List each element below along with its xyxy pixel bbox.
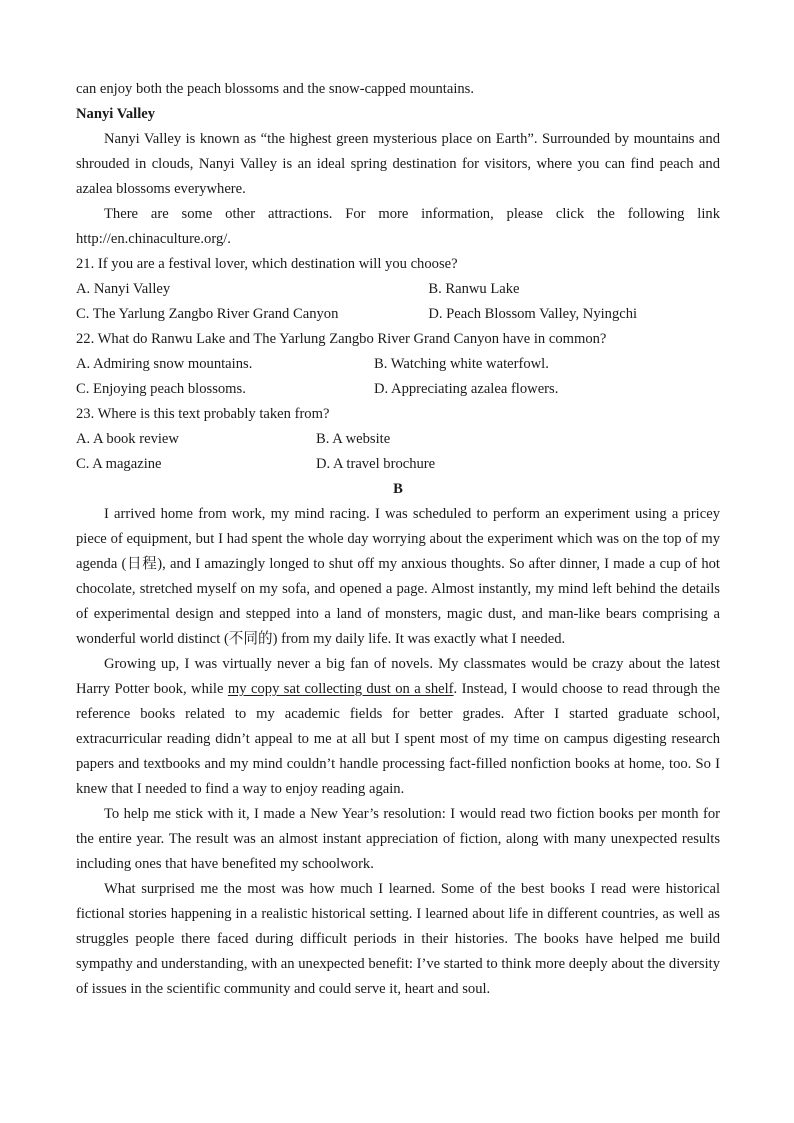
option-23-b: B. A website xyxy=(316,431,391,447)
p2-text-before: Growing up, I was virtually never a big fan of novels. My classmates would be crazy about the latest Harry Potter book, while xyxy=(76,656,720,697)
question-23-options-row-2 xyxy=(76,452,720,477)
question-22-options-row-2 xyxy=(76,377,720,402)
underlined-phrase: my copy sat collecting dust on a shelf xyxy=(227,681,454,697)
question-22-options-row-1 xyxy=(76,352,720,377)
option-22-b: B. Watching white waterfowl. xyxy=(374,356,549,372)
question-21-options-row-2 xyxy=(76,302,720,327)
passage-b-paragraph-2 xyxy=(76,652,720,802)
option-21-a: A. Nanyi Valley xyxy=(76,281,171,297)
nanyi-paragraph: Nanyi Valley is known as “the highest green mysterious place on Earth”. Surrounded by mountains and shrouded in clouds, Nanyi Valley is an ideal spring destination for visitors, where you can find peach and azalea blossoms everywhere. xyxy=(76,131,720,197)
passage-b-paragraph-4: What surprised me the most was how much I learned. Some of the best books I read were historical fictional stories happening in a realistic historical setting. I learned about life in different countries, as well as struggles people there faced during difficult periods in their histories. The books have helped me build sympathy and understanding, with an unexpected benefit: I’ve started to think more deeply about the diversity of issues in the scientific community and could serve it, heart and soul. xyxy=(76,881,720,997)
nanyi-heading: Nanyi Valley xyxy=(76,106,156,122)
option-23-c: C. A magazine xyxy=(76,456,162,472)
option-22-a: A. Admiring snow mountains. xyxy=(76,356,253,372)
intro-tail: can enjoy both the peach blossoms and the snow-capped mountains. xyxy=(76,81,474,97)
option-23-d: D. A travel brochure xyxy=(316,456,436,472)
option-21-c: C. The Yarlung Zangbo River Grand Canyon xyxy=(76,306,339,322)
option-23-a: A. A book review xyxy=(76,431,179,447)
question-21-options-row-1 xyxy=(76,277,720,302)
option-22-d: D. Appreciating azalea flowers. xyxy=(374,381,559,397)
section-b-heading: B xyxy=(393,481,403,497)
option-21-b: B. Ranwu Lake xyxy=(428,281,520,297)
question-21-stem: 21. If you are a festival lover, which destination will you choose? xyxy=(76,256,458,272)
option-22-c: C. Enjoying peach blossoms. xyxy=(76,381,246,397)
question-23-stem: 23. Where is this text probably taken from? xyxy=(76,406,330,422)
option-21-d: D. Peach Blossom Valley, Nyingchi xyxy=(428,306,638,322)
attractions-paragraph: There are some other attractions. For more information, please click the following link http://en.chinaculture.org/. xyxy=(76,206,720,247)
document-page xyxy=(76,77,720,1002)
passage-b-paragraph-1: I arrived home from work, my mind racing. I was scheduled to perform an experiment using a pricey piece of equipment, but I had spent the whole day worrying about the experiment which was on the top of my agenda (日程), and I amazingly longed to shut off my anxious thoughts. So after dinner, I made a cup of hot chocolate, stretched myself on my sofa, and opened a page. Almost instantly, my mind left behind the details of experimental design and stepped into a land of monsters, magic dust, and man-like bears comprising a wonderful world distinct (不同的) from my daily life. It was exactly what I needed. xyxy=(76,506,720,647)
question-22-stem: 22. What do Ranwu Lake and The Yarlung Zangbo River Grand Canyon have in common? xyxy=(76,331,607,347)
question-23-options-row-1 xyxy=(76,427,720,452)
p2-text-after: . Instead, I would choose to read through the reference books related to my academic fields for better grades. After I started graduate school, extracurricular reading didn’t appeal to me at all but I spent most of my time on campus digesting research papers and textbooks and my mind couldn’t handle processing fact-filled nonfiction books at home, too. So I knew that I needed to find a way to enjoy reading again. xyxy=(76,681,721,797)
passage-b-paragraph-3: To help me stick with it, I made a New Year’s resolution: I would read two fiction books per month for the entire year. The result was an almost instant appreciation of fiction, along with many unexpected results including ones that have benefited my schoolwork. xyxy=(76,806,720,872)
